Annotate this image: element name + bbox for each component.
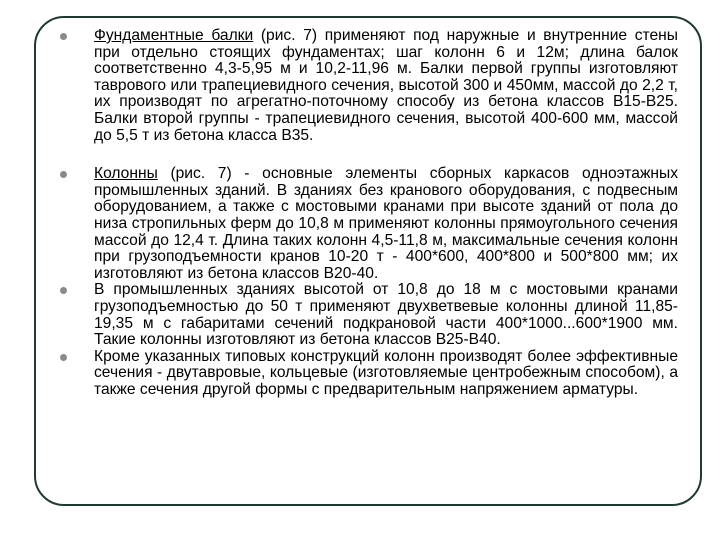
term-columns: Колонны — [94, 165, 158, 183]
paragraph-text: Кроме указанных типовых конструкций колонн производят более эффективные сечения - двутавровые, кольцевые (изготовляемые центробежным способом), а также сечения другой формы с предварительным напряжением арматуры. — [94, 347, 678, 398]
list-item — [58, 349, 678, 399]
paragraph-text: (рис. 7) - основные элементы сборных каркасов одноэтажных промышленных зданий. В зданиях без кранового оборудования, с подвесным оборудованием, а также с мостовыми кранами при высоте зданий от пола до низа стропильных ферм до 10,8 м применяют колонны прямоугольного сечения массой до 12,4 т. Длина таких колонн 4,5-11,8 м, максимальные сечения колонн при грузоподъемности кранов 10-20 т - 400*600, 400*800 и 500*800 мм; их изготовляют из бетона классов В20-40. — [94, 165, 678, 282]
term-foundation-beams: Фундаментные балки — [94, 27, 254, 44]
list-item — [58, 28, 678, 144]
text-body — [58, 28, 678, 398]
bullet-icon — [60, 354, 67, 361]
list-item — [58, 282, 678, 348]
paragraph-text: (рис. 7) применяют под наружные и внутренние стены при отдельно стоящих фундаментах; шаг колонн 6 и 12м; длина балок соответственно 4,3-5,95 м и 10,2-11,96 м. Балки первой группы изготовляют таврового или трапециевидного сечения, высотой 300 и 450мм, массой до 2,2 т, их производят по агрегатно-поточному способу из бетона классов В15-В25. Балки второй группы - трапециевидного сечения, высотой 400-600 мм, массой до 5,5 т из бетона класса В35. — [94, 27, 678, 144]
list-item — [58, 166, 678, 282]
bullet-icon — [60, 171, 67, 178]
paragraph-text: В промышленных зданиях высотой от 10,8 до 18 м с мостовыми кранами грузоподъемностью до 50 т применяют двухветвевые колонны длиной 11,85-19,35 м с габаритами сечений подкрановой части 400*1000...600*1900 мм. Такие колонны изготовляют из бетона классов В25-В40. — [94, 281, 678, 349]
bullet-icon — [60, 33, 67, 40]
bullet-icon — [60, 287, 67, 294]
